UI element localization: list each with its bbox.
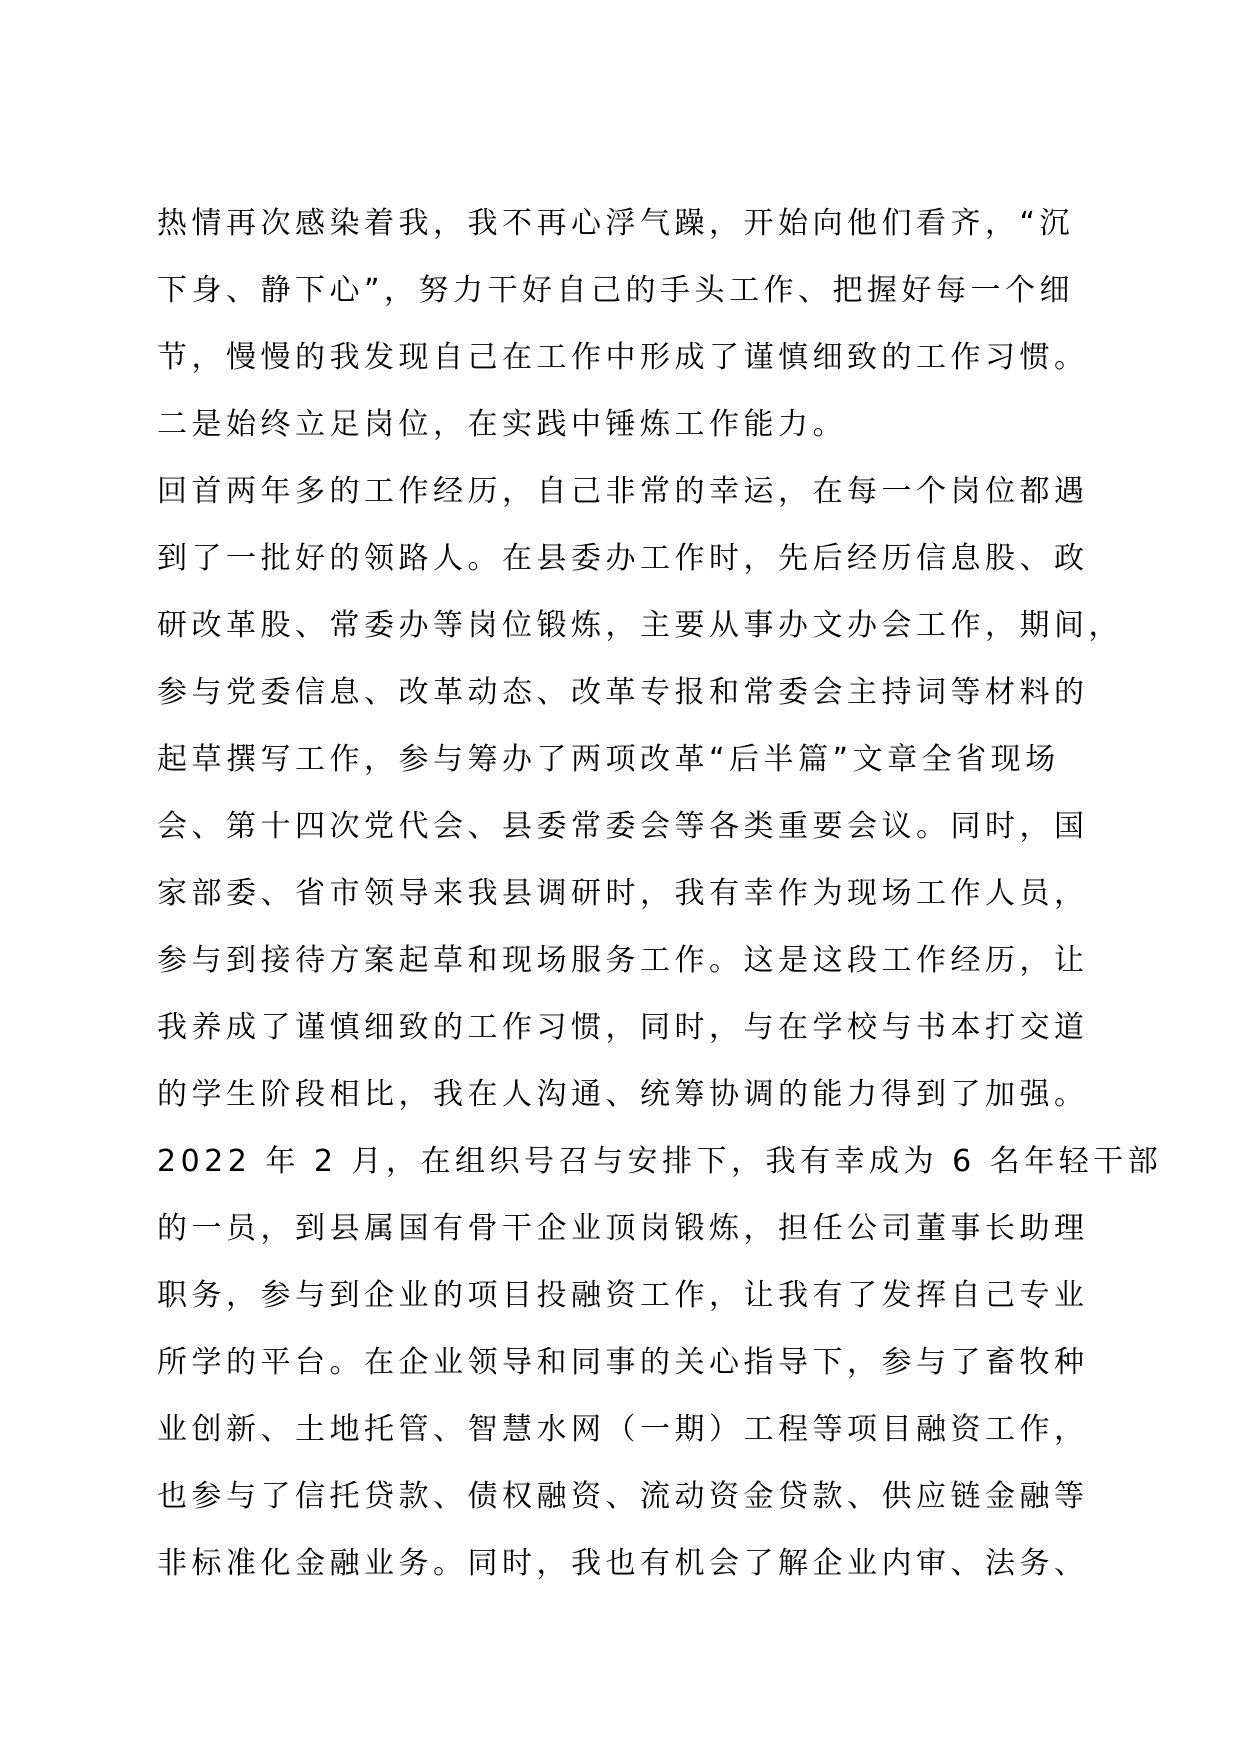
- text-line: 我养成了谨慎细致的工作习惯，同时，与在学校与书本打交道: [157, 1010, 1089, 1045]
- text-line: 非标准化金融业务。同时，我也有机会了解企业内审、法务、: [157, 1546, 1089, 1581]
- text-line: 热情再次感染着我，我不再心浮气躁，开始向他们看齐，“沉: [157, 206, 1075, 241]
- text-line: 下身、静下心”，努力干好自己的手头工作、把握好每一个细: [157, 273, 1075, 308]
- section-heading: 二是始终立足岗位，在实践中锤炼工作能力。: [157, 407, 847, 442]
- text-line: 会、第十四次党代会、县委常委会等各类重要会议。同时，国: [157, 809, 1089, 844]
- text-line: 起草撰写工作，参与筹办了两项改革“后半篇”文章全省现场: [157, 742, 1060, 777]
- text-line: 业创新、土地托管、智慧水网（一期）工程等项目融资工作，: [157, 1412, 1089, 1447]
- body-text: [157, 190, 1163, 1597]
- text-line: 参与党委信息、改革动态、改革专报和常委会主持词等材料的: [157, 675, 1089, 710]
- text-line: 节，慢慢的我发现自己在工作中形成了谨慎细致的工作习惯。: [157, 340, 1089, 375]
- text-line: 也参与了信托贷款、债权融资、流动资金贷款、供应链金融等: [157, 1479, 1089, 1514]
- text-line: 研改革股、常委办等岗位锻炼，主要从事办文办会工作，期间，: [157, 608, 1123, 643]
- text-line: 2022 年 2 月，在组织号召与安排下，我有幸成为 6 名年轻干部: [157, 1144, 1163, 1179]
- text-line: 职务，参与到企业的项目投融资工作，让我有了发挥自己专业: [157, 1278, 1089, 1313]
- text-line: 的学生阶段相比，我在人沟通、统筹协调的能力得到了加强。: [157, 1077, 1089, 1112]
- text-line: 的一员，到县属国有骨干企业顶岗锻炼，担任公司董事长助理: [157, 1211, 1089, 1246]
- text-line: 所学的平台。在企业领导和同事的关心指导下，参与了畜牧种: [157, 1345, 1089, 1380]
- text-line: 家部委、省市领导来我县调研时，我有幸作为现场工作人员，: [157, 876, 1089, 911]
- text-line: 回首两年多的工作经历，自己非常的幸运，在每一个岗位都遇: [157, 474, 1089, 509]
- text-line: 到了一批好的领路人。在县委办工作时，先后经历信息股、政: [157, 541, 1089, 576]
- text-line: 参与到接待方案起草和现场服务工作。这是这段工作经历，让: [157, 943, 1089, 978]
